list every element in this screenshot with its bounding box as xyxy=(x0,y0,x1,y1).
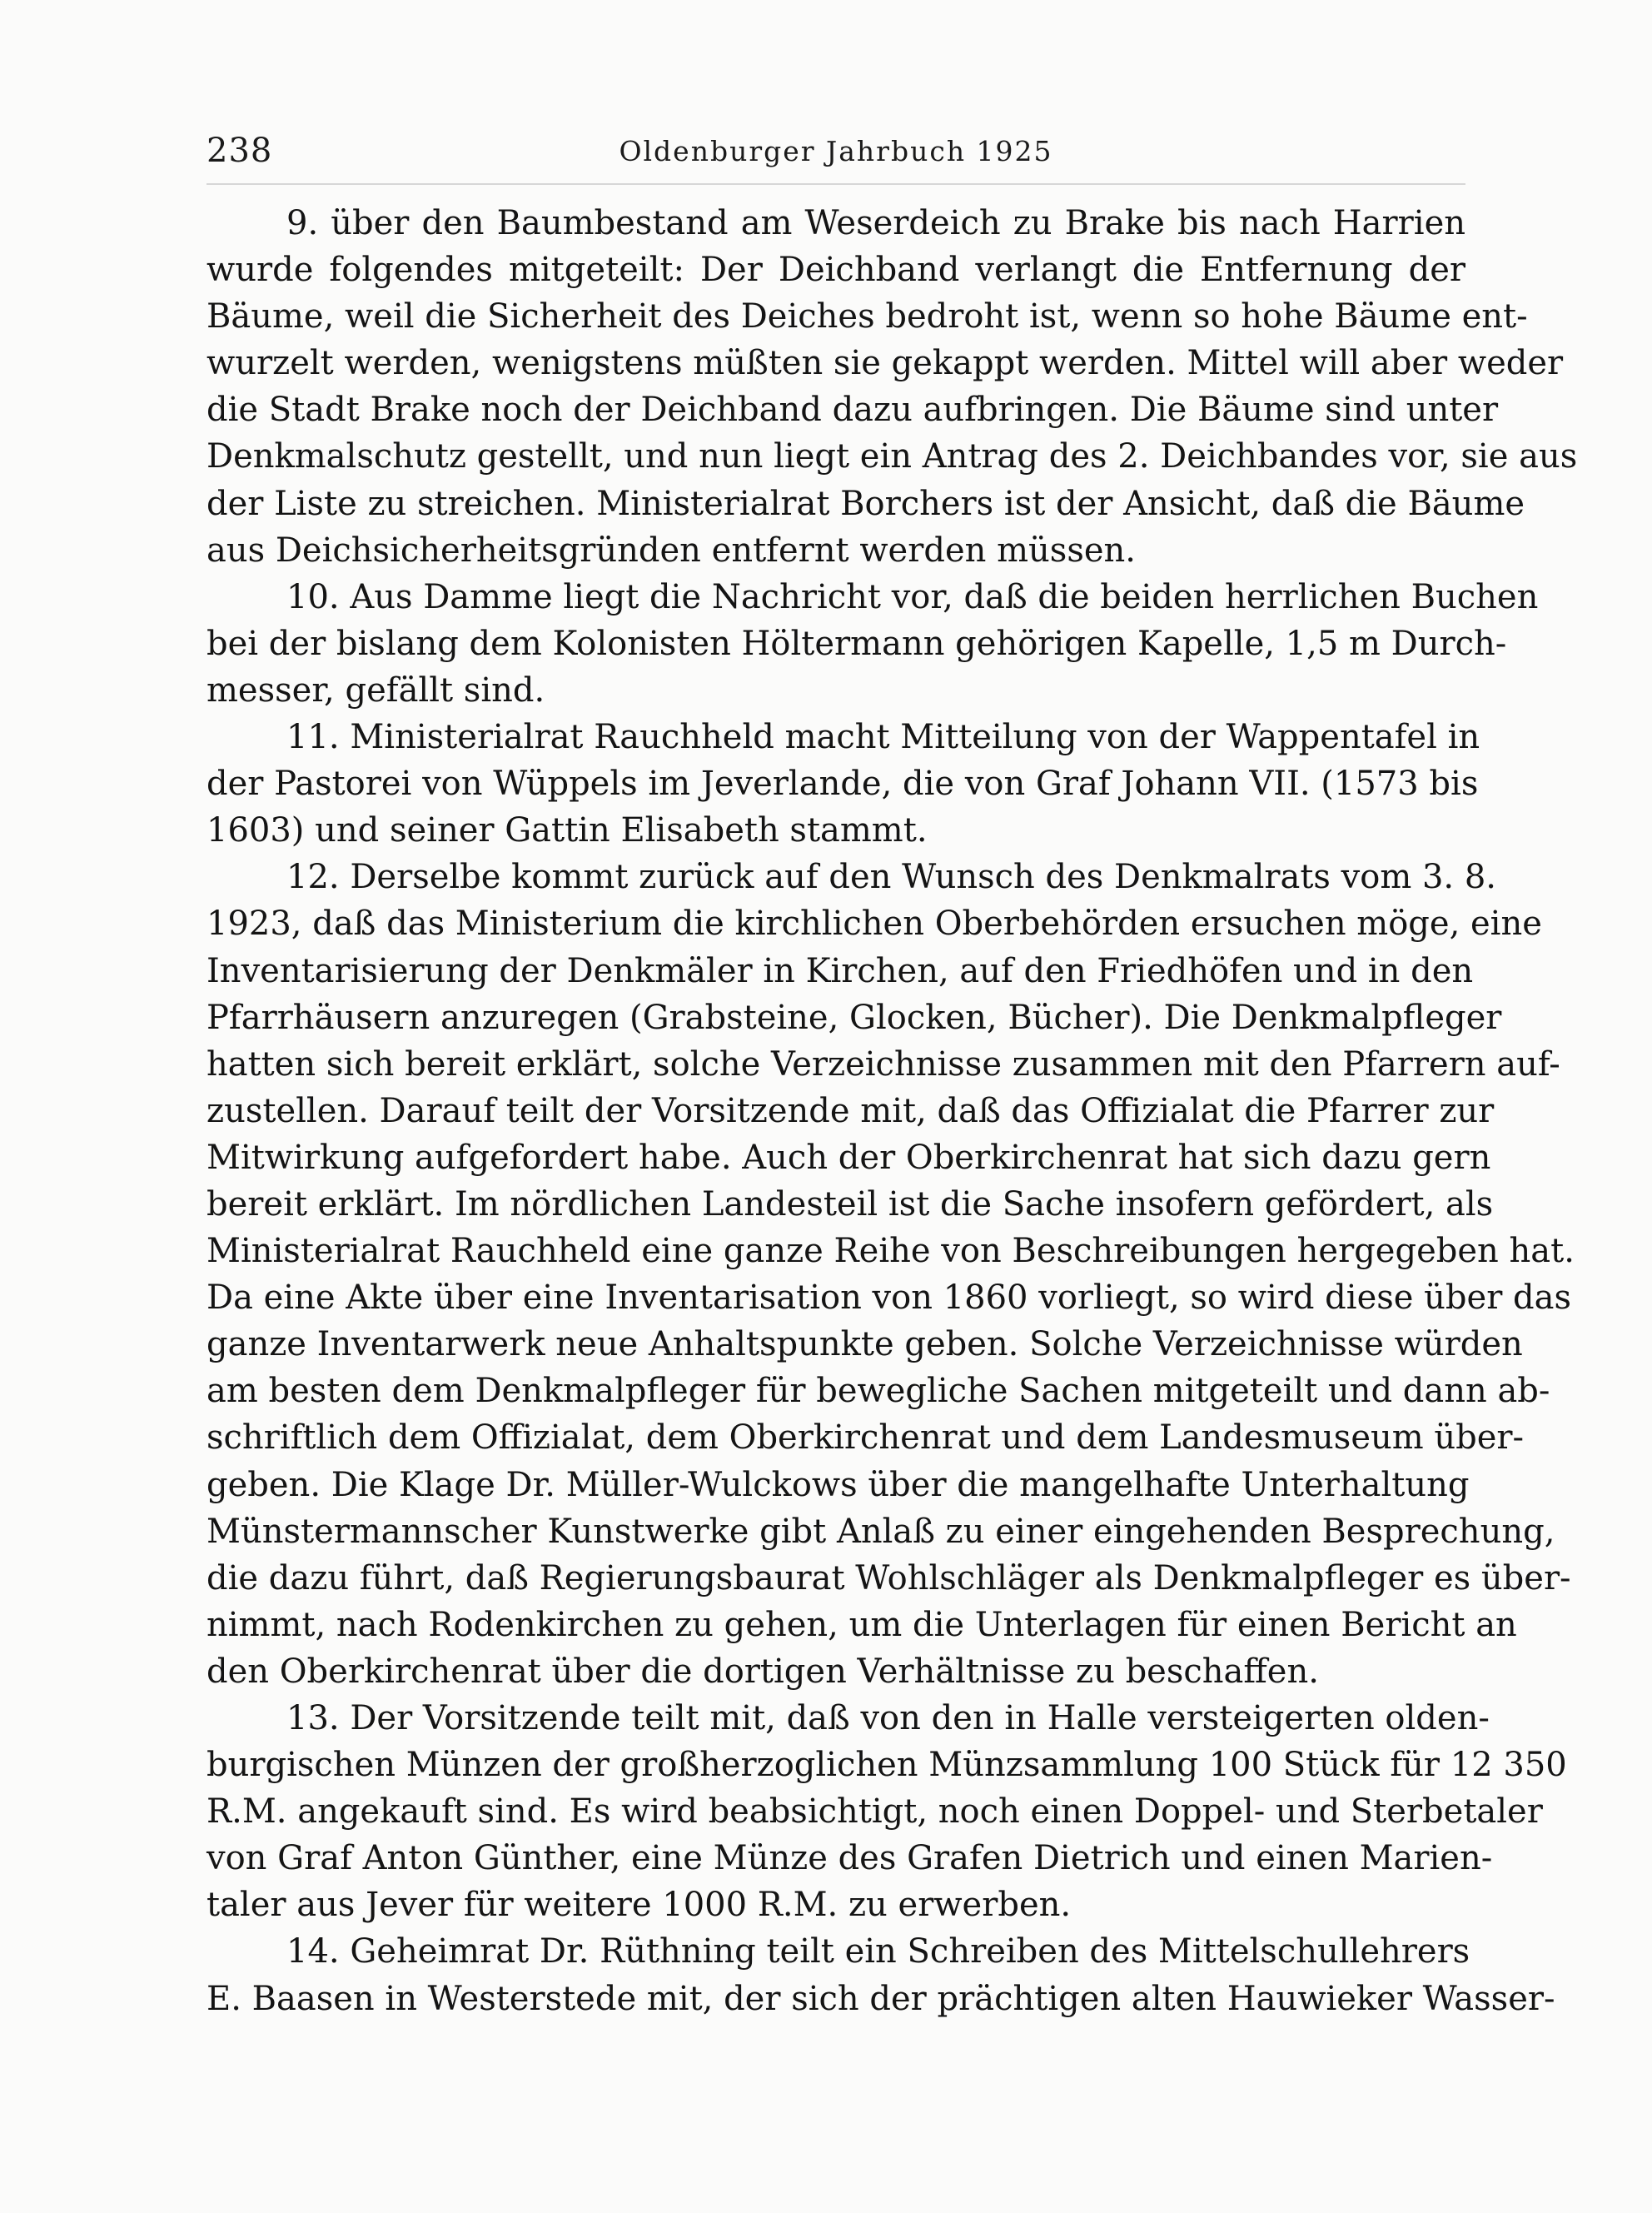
text-line: burgischen Münzen der großherzoglichen Münzsammlung 100 Stück für 12 350 xyxy=(206,1746,1567,1785)
text-line: Mitwirkung aufgefordert habe. Auch der Oberkirchenrat hat sich dazu gern xyxy=(206,1138,1491,1177)
text-line: 13. Der Vorsitzende teilt mit, daß von den in Halle versteigerten olden- xyxy=(286,1699,1490,1737)
page-header xyxy=(206,125,1465,185)
text-line: die Stadt Brake noch der Deichband dazu aufbringen. Die Bäume sind unter xyxy=(206,391,1499,430)
text-line: bereit erklärt. Im nördlichen Landesteil ist die Sache insofern gefördert, als xyxy=(206,1184,1494,1224)
running-title: Oldenburger Jahrbuch 1925 xyxy=(619,135,1053,167)
body-text xyxy=(206,200,1578,2022)
text-line: geben. Die Klage Dr. Müller-Wulckows über die mangelhafte Unterhaltung xyxy=(206,1465,1470,1504)
text-line: E. Baasen in Westerstede mit, der sich der prächtigen alten Hauwieker Wasser- xyxy=(206,1979,1555,2018)
text-line: R.M. angekauft sind. Es wird beabsichtigt, noch einen Doppel- und Sterbetaler xyxy=(206,1792,1543,1832)
text-line: Denkmalschutz gestellt, und nun liegt ein Antrag des 2. Deichbandes vor, sie aus xyxy=(206,437,1578,476)
text-line: Da eine Akte über eine Inventarisation von 1860 vorliegt, so wird diese über das xyxy=(206,1278,1572,1318)
text-line: bei der bislang dem Kolonisten Höltermann gehörigen Kapelle, 1,5 m Durch- xyxy=(206,624,1507,663)
text-line: der Pastorei von Wüppels im Jeverlande, die von Graf Johann VII. (1573 bis xyxy=(206,765,1479,804)
text-line: taler aus Jever für weitere 1000 R.M. zu erwerben. xyxy=(206,1886,1072,1925)
text-line: 9. über den Baumbestand am Weserdeich zu Brake bis nach Harrien xyxy=(286,204,1465,242)
text-line: am besten dem Denkmalpfleger für bewegliche Sachen mitgeteilt und dann ab- xyxy=(206,1372,1550,1411)
text-line: 14. Geheimrat Dr. Rüthning teilt ein Schreiben des Mittelschullehrers xyxy=(286,1932,1470,1971)
text-line: wurde folgendes mitgeteilt: Der Deichband verlangt die Entfernung der xyxy=(206,251,1465,290)
text-line: von Graf Anton Günther, eine Münze des Grafen Dietrich und einen Marien- xyxy=(206,1839,1493,1878)
text-line: 11. Ministerialrat Rauchheld macht Mitteilung von der Wappentafel in xyxy=(286,718,1480,757)
text-line: der Liste zu streichen. Ministerialrat Borchers ist der Ansicht, daß die Bäume xyxy=(206,484,1525,523)
paragraph xyxy=(206,1928,1555,2021)
text-line: den Oberkirchenrat über die dortigen Verhältnisse zu beschaffen. xyxy=(206,1652,1319,1691)
page-number: 238 xyxy=(206,132,273,170)
text-line: nimmt, nach Rodenkirchen zu gehen, um die Unterlagen für einen Bericht an xyxy=(206,1605,1517,1644)
text-line: zustellen. Darauf teilt der Vorsitzende mit, daß das Offizialat die Pfarrer zur xyxy=(206,1091,1495,1130)
text-line: die dazu führt, daß Regierungsbaurat Wohlschläger als Denkmalpfleger es über- xyxy=(206,1558,1571,1597)
text-line: messer, gefällt sind. xyxy=(206,670,545,710)
text-line: schriftlich dem Offizialat, dem Oberkirchenrat und dem Landesmuseum über- xyxy=(206,1418,1525,1458)
text-line: Pfarrhäusern anzuregen (Grabsteine, Glocken, Bücher). Die Denkmalpfleger xyxy=(206,998,1502,1037)
text-line: ganze Inventarwerk neue Anhaltspunkte geben. Solche Verzeichnisse würden xyxy=(206,1325,1523,1364)
text-line: Bäume, weil die Sicherheit des Deiches bedroht ist, wenn so hohe Bäume ent- xyxy=(206,297,1528,336)
text-line: Ministerialrat Rauchheld eine ganze Reihe von Beschreibungen hergegeben hat. xyxy=(206,1232,1575,1271)
text-line: Münstermannscher Kunstwerke gibt Anlaß zu einer eingehenden Besprechung, xyxy=(206,1512,1555,1551)
paragraph xyxy=(206,854,1575,1695)
paragraph xyxy=(206,200,1578,574)
paragraph xyxy=(206,574,1539,714)
text-line: aus Deichsicherheitsgründen entfernt werden müssen. xyxy=(206,531,1136,570)
paragraph xyxy=(206,714,1480,854)
text-line: wurzelt werden, wenigstens müßten sie gekappt werden. Mittel will aber weder xyxy=(206,344,1564,383)
text-line: 10. Aus Damme liegt die Nachricht vor, daß die beiden herrlichen Buchen xyxy=(286,577,1539,616)
paragraph xyxy=(206,1695,1567,1928)
text-line: Inventarisierung der Denkmäler in Kirchen, auf den Friedhöfen und in den xyxy=(206,951,1474,990)
text-line: 1923, daß das Ministerium die kirchlichen Oberbehörden ersuchen möge, eine xyxy=(206,905,1542,944)
text-line: hatten sich bereit erklärt, solche Verzeichnisse zusammen mit den Pfarrern auf- xyxy=(206,1044,1560,1084)
text-line: 1603) und seiner Gattin Elisabeth stammt. xyxy=(206,811,928,850)
text-line: 12. Derselbe kommt zurück auf den Wunsch des Denkmalrats vom 3. 8. xyxy=(286,858,1497,897)
